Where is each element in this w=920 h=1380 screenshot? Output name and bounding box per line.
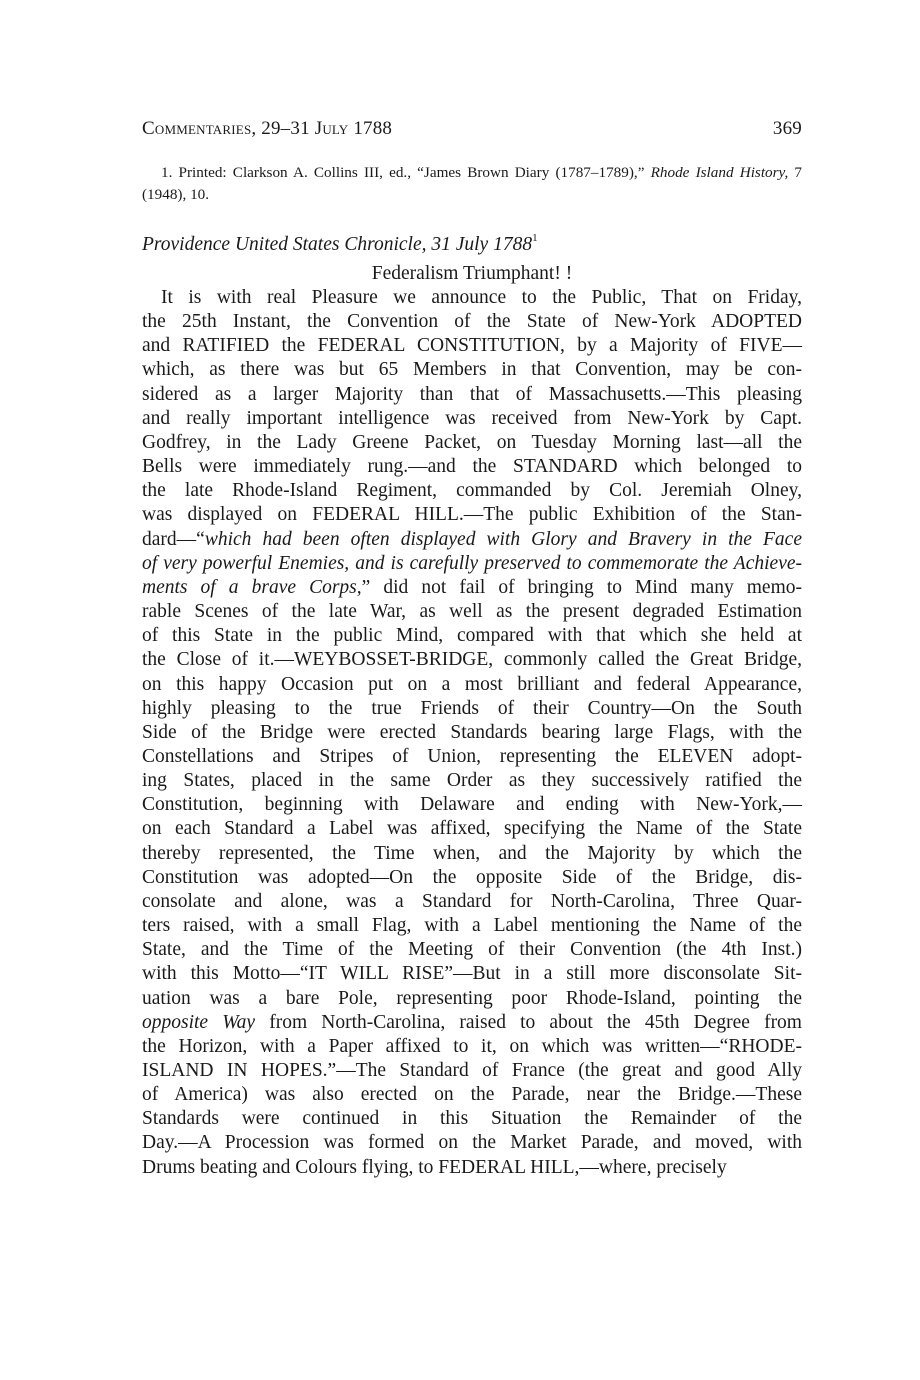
body-line: and really important intelligence was received from New-York by Capt. (142, 407, 802, 429)
footnote: 1. Printed: Clarkson A. Collins III, ed., “James Brown Diary (1787–1789),” Rhode Island History, 7 (1948), 10. (142, 164, 803, 203)
body-line: Constitution, beginning with Delaware and ending with New-York,— (142, 794, 802, 816)
running-head (142, 118, 802, 140)
body-line: the Close of it.—WEYBOSSET-BRIDGE, commonly called the Great Bridge, (142, 649, 802, 671)
body-line: ments of a brave Corps,” did not fail of bringing to Mind many memo- (142, 576, 803, 598)
body-line: with this Motto—“IT WILL RISE”—But in a still more disconsolate Sit- (142, 963, 802, 985)
body-line: ing States, placed in the same Order as they successively ratified the (142, 770, 802, 792)
body-line: the 25th Instant, the Convention of the State of New-York ADOPTED (142, 311, 802, 333)
body-line: which, as there was but 65 Members in that Convention, may be con- (142, 359, 802, 381)
article-body (142, 286, 802, 1180)
body-line: uation was a bare Pole, representing poor Rhode-Island, pointing the (142, 987, 802, 1009)
body-line: consolate and alone, was a Standard for North-Carolina, Three Quar- (142, 890, 802, 912)
body-line: and RATIFIED the FEDERAL CONSTITUTION, by a Majority of FIVE— (142, 335, 802, 357)
body-line: State, and the Time of the Meeting of their Convention (the 4th Inst.) (142, 939, 802, 961)
body-line: sidered as a larger Majority than that of Massachusetts.—This pleasing (142, 383, 802, 405)
body-line: Constitution was adopted—On the opposite Side of the Bridge, dis- (142, 866, 802, 888)
body-line: Side of the Bridge were erected Standards bearing large Flags, with the (142, 721, 802, 743)
body-line: the late Rhode-Island Regiment, commanded by Col. Jeremiah Olney, (142, 480, 802, 502)
body-line: It is with real Pleasure we announce to the Public, That on Friday, (161, 287, 802, 308)
body-line: Constellations and Stripes of Union, representing the ELEVEN adopt- (142, 745, 802, 767)
footnote-marker: 1 (532, 232, 538, 244)
running-head-title: Commentaries, 29–31 July 1788 (142, 118, 393, 139)
article-headline: Federalism Triumphant! ! (371, 263, 573, 284)
body-line: of America) was also erected on the Parade, near the Bridge.—These (142, 1084, 802, 1106)
body-line: was displayed on FEDERAL HILL.—The public Exhibition of the Stan- (142, 504, 802, 526)
body-line: of very powerful Enemies, and is carefully preserved to commemorate the Achieve- (142, 552, 802, 574)
source-title: Providence United States Chronicle, 31 July 1788$^1$ (142, 232, 538, 255)
body-line: on this happy Occasion put on a most brilliant and federal Appearance, (142, 673, 802, 695)
document-page (142, 118, 802, 1180)
body-line: of this State in the public Mind, compared with that which she held at (142, 625, 802, 647)
body-line: the Horizon, with a Paper affixed to it, on which was written—“RHODE- (142, 1035, 802, 1057)
body-line: dard—“which had been often displayed with Glory and Bravery in the Face (142, 528, 802, 550)
body-line: Drums beating and Colours flying, to FEDERAL HILL,—where, precisely (142, 1156, 727, 1178)
body-line: ters raised, with a small Flag, with a Label mentioning the Name of the (142, 915, 802, 937)
body-line: on each Standard a Label was affixed, specifying the Name of the State (142, 818, 802, 840)
body-line: Day.—A Procession was formed on the Market Parade, and moved, with (142, 1132, 802, 1154)
body-line: rable Scenes of the late War, as well as the present degraded Estimation (142, 601, 802, 623)
body-line: opposite Way from North-Carolina, raised to about the 45th Degree from (142, 1011, 802, 1033)
page-number: 369 (772, 118, 802, 139)
body-line: Standards were continued in this Situation the Remainder of the (142, 1108, 802, 1130)
footnote-journal: Rhode Island History, (650, 164, 789, 181)
body-line: Godfrey, in the Lady Greene Packet, on Tuesday Morning last—all the (142, 431, 802, 453)
body-line: ISLAND IN HOPES.”—The Standard of France (the great and good Ally (142, 1060, 802, 1081)
body-line: thereby represented, the Time when, and the Majority by which the (142, 842, 802, 864)
body-line: Bells were immediately rung.—and the STANDARD which belonged to (142, 456, 802, 478)
body-line: highly pleasing to the true Friends of their Country—On the South (142, 697, 802, 719)
